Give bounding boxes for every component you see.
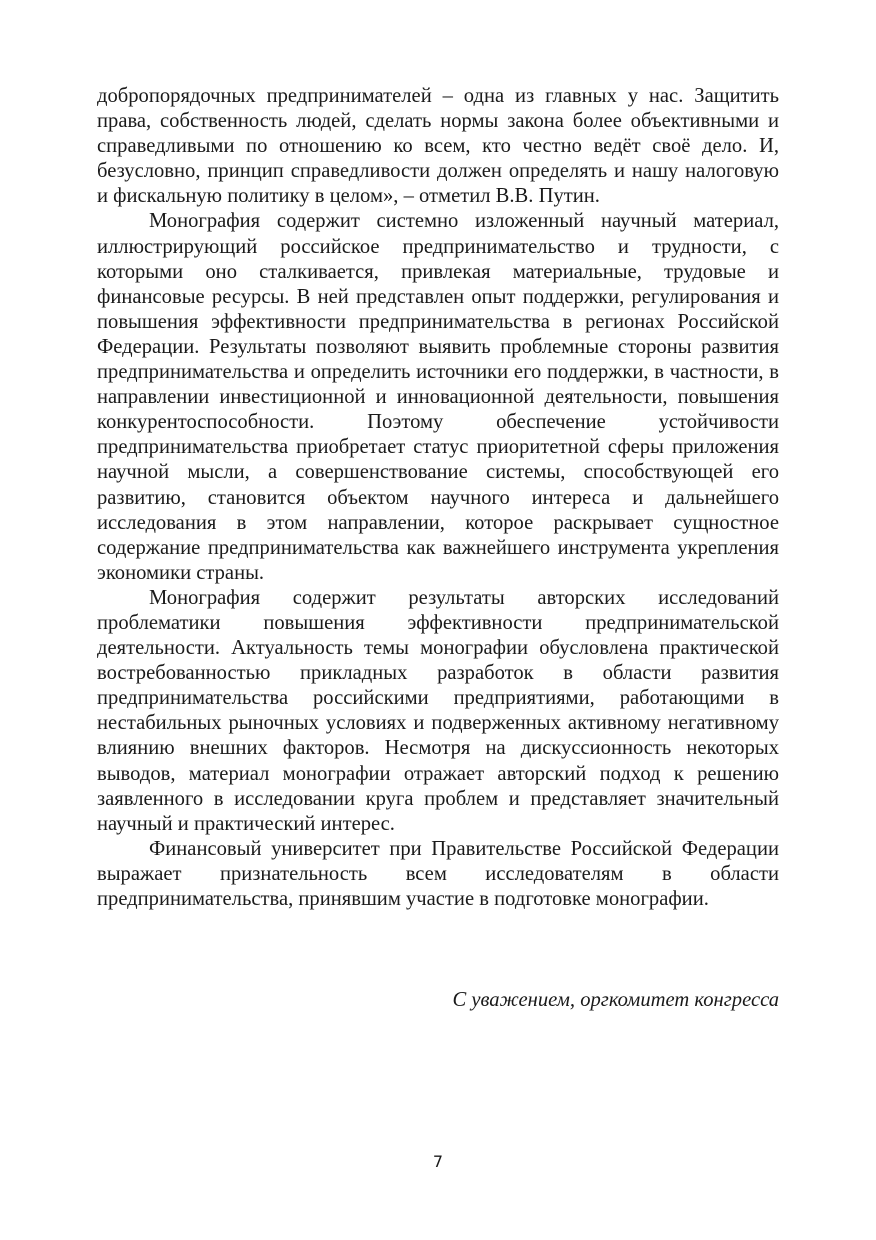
paragraph-monograph-content: Монография содержит системно изложенный научный материал, иллюстрирующий российское предпринимательство и трудности, с которыми оно сталкивается, привлекая материальные, трудовые и финансовые ресурсы. В ней представлен опыт поддержки, регулирования и повышения эффективности предпринимательства в регионах Российской Федерации. Результаты позволяют выявить проблемные стороны развития предпринимательства и определить источники его поддержки, в частности, в направлении инвестиционной и инновационной деятельности, повышения конкурентоспособности. Поэтому обеспечение устойчивости предпринимательства приобретает статус приоритетной сферы приложения научной мысли, а совершенствование системы, способствующей его развитию, становится объектом научного интереса и дальнейшего исследования в этом направлении, которое раскрывает сущностное содержание предпринимательства как важнейшего инструмента укрепления экономики страны. bbox=[97, 210, 779, 584]
body-text bbox=[97, 84, 779, 912]
paragraph-continuation: добропорядочных предпринимателей – одна из главных у нас. Защитить права, собственность людей, сделать нормы закона более объективными и справедливыми по отношению ко всем, кто честно ведёт своё дело. И, безусловно, принцип справедливости должен определять и нашу налоговую и фискальную политику в целом», – отметил В.В. Путин. bbox=[97, 85, 779, 208]
signature: С уважением, оргкомитет конгресса bbox=[452, 989, 779, 1011]
paragraph-monograph-results: Монография содержит результаты авторских исследований проблематики повышения эффективности предпринимательской деятельности. Актуальность темы монографии обусловлена практической востребованностью прикладных разработок в области развития предпринимательства российскими предприятиями, работающими в нестабильных рыночных условиях и подверженных активному негативному влиянию внешних факторов. Несмотря на дискуссионность некоторых выводов, материал монографии отражает авторский подход к решению заявленного в исследовании круга проблем и представляет значительный научный и практический интерес. bbox=[97, 586, 779, 835]
page-number: 7 bbox=[432, 1152, 444, 1171]
paragraph-acknowledgement: Финансовый университет при Правительстве Российской Федерации выражает признательность всем исследователям в области предпринимательства, принявшим участие в подготовке монографии. bbox=[97, 837, 779, 910]
